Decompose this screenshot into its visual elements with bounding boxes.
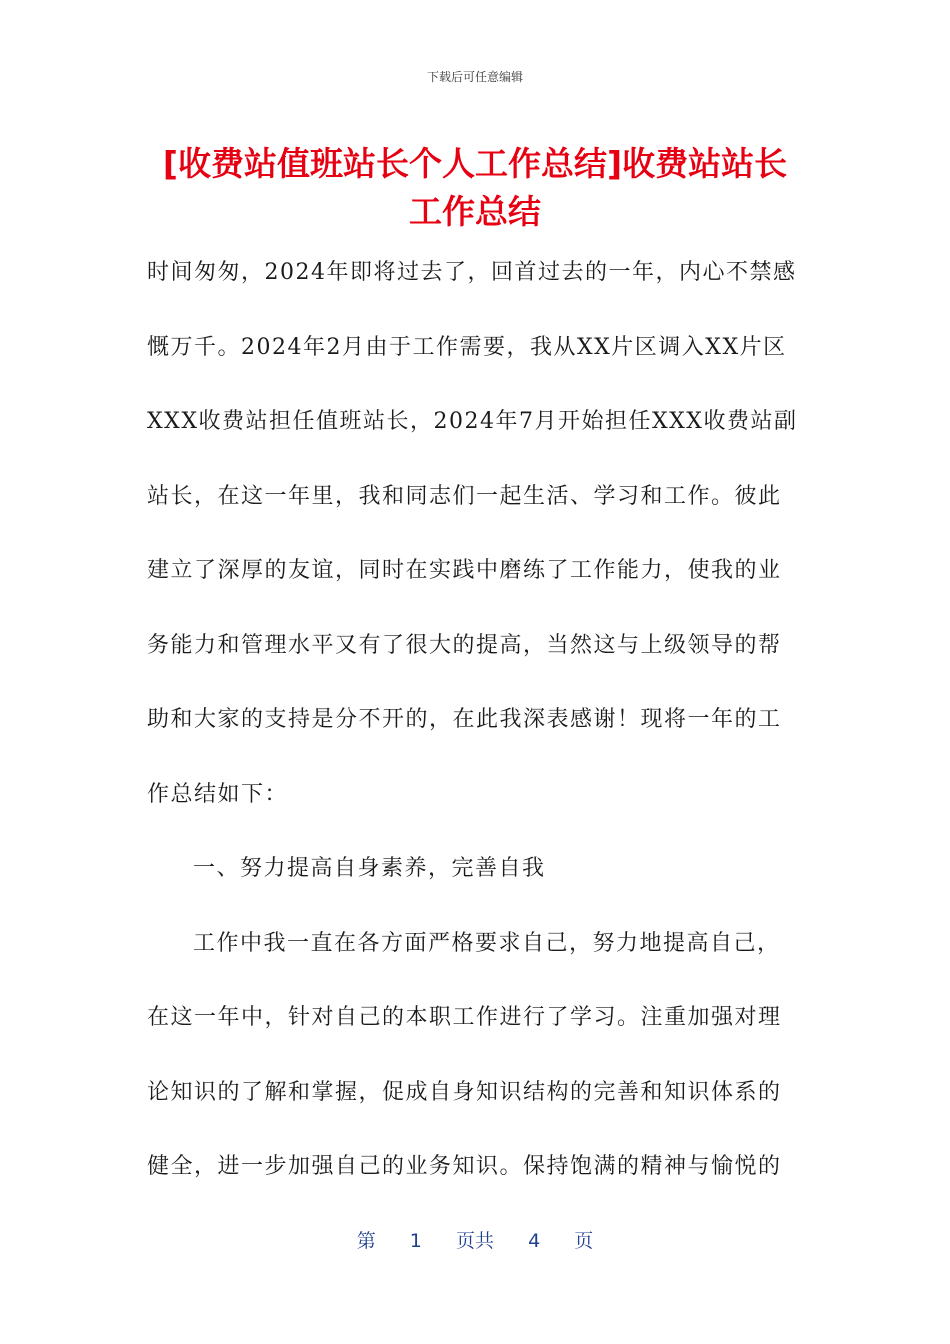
text-line: 建立了深厚的友谊，同时在实践中磨练了工作能力，使我的业 (147, 558, 782, 583)
text-line: 在这一年中，针对自己的本职工作进行了学习。注重加强对理 (147, 1005, 782, 1030)
footer-total-pages: 4 (528, 1230, 541, 1252)
text-line: 时间匆匆，2024年即将过去了，回首过去的一年，内心不禁感 (147, 260, 797, 285)
text-line: 站长，在这一年里，我和同志们一起生活、学习和工作。彼此 (147, 483, 782, 509)
title-line-2: 工作总结 (409, 192, 541, 231)
text-line: 工作中我一直在各方面严格要求自己，努力地提高自己， (193, 930, 781, 956)
footer-current-page: 1 (409, 1230, 422, 1252)
text-line: 务能力和管理水平又有了很大的提高，当然这与上级领导的帮 (147, 632, 782, 658)
footer-prefix: 第 (356, 1230, 376, 1252)
text-line: 慨万千。2024年2月由于工作需要，我从XX片区调入XX片区 (147, 334, 787, 360)
title-line-1: [收费站值班站长个人工作总结]收费站站长 (162, 144, 788, 183)
footer-suffix: 页 (574, 1230, 594, 1252)
section-heading: 一、努力提高自身素养，完善自我 (193, 856, 546, 881)
document-body (147, 236, 799, 1205)
text-line: 作总结如下： (147, 781, 289, 807)
document-title (120, 140, 830, 236)
text-line: 论知识的了解和掌握，促成自身知识结构的完善和知识体系的 (147, 1079, 782, 1105)
text-line: 健全，进一步加强自己的业务知识。保持饱满的精神与愉悦的 (147, 1154, 782, 1179)
page-footer (0, 1226, 950, 1253)
header-note: 下载后可任意编辑 (426, 70, 523, 84)
text-line: XXX收费站担任值班站长，2024年7月开始担任XXX收费站副 (147, 409, 798, 434)
text-line: 助和大家的支持是分不开的，在此我深表感谢！现将一年的工 (147, 707, 782, 732)
footer-middle: 页共 (455, 1230, 494, 1252)
